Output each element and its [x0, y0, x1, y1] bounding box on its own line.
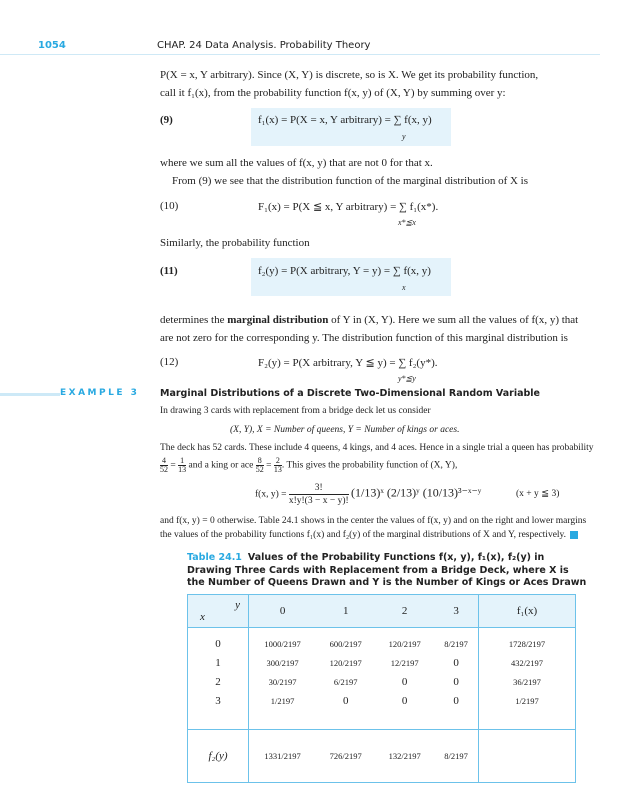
example-close-line-1: and f(x, y) = 0 otherwise. Table 24.1 shows in the center the values of f(x, y) and on the right and lower margins [160, 516, 587, 526]
text: and a king or ace [188, 460, 254, 471]
text: of Y in (X, Y). Here we sum all the values of f(x, y) that [328, 314, 579, 326]
table-cell: 432/2197 [479, 653, 576, 672]
spacer-cell [316, 710, 375, 730]
fraction [274, 457, 282, 474]
denominator: 13 [273, 465, 282, 474]
table-cell: 6/2197 [333, 676, 358, 687]
running-header: CHAP. 24 Data Analysis. Probability Theory [157, 40, 371, 51]
numerator: 1 [180, 456, 185, 465]
table-number: Table 24.1 [187, 552, 242, 563]
numerator: 2 [275, 456, 280, 465]
spacer-cell [188, 710, 249, 730]
denominator: x!y!(3 − x − y)! [288, 496, 349, 506]
y-label: y [235, 599, 240, 611]
equation-9-label: (9) [160, 114, 173, 126]
text-line [160, 311, 600, 329]
paragraph-4 [160, 311, 600, 347]
equation-11-label: (11) [160, 265, 178, 277]
example-definitions: (X, Y), X = Number of queens, Y = Number of kings or aces. [230, 425, 460, 435]
row-label: 0 [188, 628, 249, 654]
formula-powers: (1/13)ˣ (2/13)ʸ (10/13)³⁻ˣ⁻ʸ [351, 485, 482, 500]
text: determines the [160, 314, 228, 326]
table-cell: 726/2197 [316, 730, 375, 783]
example-close-line-2 [160, 530, 578, 540]
formula-condition: (x + y ≦ 3) [516, 489, 560, 499]
numerator: 4 [162, 456, 166, 465]
equation-10: F₁(x) = P(X ≦ x, Y arbitrary) = ∑ f₁(x*). [258, 201, 439, 213]
footer-label: f₂(y) [188, 730, 249, 783]
spacer-cell [375, 710, 434, 730]
table-cell: 1331/2197 [249, 730, 317, 783]
table-cell: 1/2197 [270, 695, 295, 706]
equation-10-subscript: x*≦x [398, 218, 416, 227]
probability-table [187, 594, 576, 783]
end-of-example-icon [570, 531, 578, 539]
denominator: 52 [255, 465, 264, 474]
text: the values of the probability functions f₁(x) and f₂(y) of the marginal distributions of X and Y, respectively. [160, 530, 567, 540]
spacer-cell [479, 710, 576, 730]
table-row [188, 628, 576, 654]
page-number: 1054 [38, 40, 66, 51]
table-cell: 0 [342, 694, 349, 707]
table-cell: 8/2197 [434, 730, 478, 783]
table-row [188, 691, 576, 710]
table-cell [479, 730, 576, 783]
denominator: 52 [160, 465, 168, 474]
table-cell: 1/2197 [479, 691, 576, 710]
equation-12-subscript: y*≦y [398, 374, 416, 383]
table-header-row [188, 595, 576, 628]
term-marginal-distribution: marginal distribution [227, 314, 329, 326]
table-cell: 132/2197 [375, 730, 434, 783]
column-header: 0 [249, 595, 317, 628]
example-label: EXAMPLE 3 [60, 388, 143, 398]
x-label: x [200, 611, 205, 623]
equation-10-label: (10) [160, 200, 179, 212]
table-cell: 12/2197 [390, 657, 419, 668]
table-cell: 0 [453, 694, 459, 707]
table-footer-row [188, 730, 576, 783]
paragraph-1 [160, 66, 600, 102]
column-header: 2 [375, 595, 434, 628]
table-cell: 120/2197 [329, 657, 362, 668]
table-cell: 30/2197 [268, 676, 297, 687]
probability-formula [255, 482, 481, 507]
equation-11-subscript: x [402, 283, 406, 292]
numerator: 3! [289, 482, 349, 495]
equation-9-subscript: y [402, 132, 406, 141]
table-cell: 36/2197 [479, 672, 576, 691]
equation-11: f₂(y) = P(X arbitrary, Y = y) = ∑ f(x, y) [258, 265, 431, 277]
corner-cell [188, 595, 249, 628]
numerator: 8 [257, 456, 262, 465]
table-cell: 0 [401, 675, 408, 688]
text-line: P(X = x, Y arbitrary). Since (X, Y) is discrete, so is X. We get its probability function, [160, 69, 539, 81]
row-label: 1 [188, 653, 249, 672]
column-header: 1 [316, 595, 375, 628]
fraction [178, 457, 186, 474]
table-cell: 1000/2197 [264, 638, 301, 649]
example-intro: In drawing 3 cards with replacement from a bridge deck let us consider [160, 406, 431, 416]
spacer-cell [434, 710, 478, 730]
table-cell: 300/2197 [266, 657, 299, 668]
text: This gives the probability function of (X, Y), [286, 460, 458, 471]
table-cell: 8/2197 [444, 638, 468, 649]
table-row [188, 672, 576, 691]
table-cell: 600/2197 [329, 638, 362, 649]
column-header: f₁(x) [479, 595, 576, 628]
row-label: 3 [188, 691, 249, 710]
table-cell: 0 [453, 675, 459, 688]
example-deck-line-2: $\frac{4}{52}$ = $\frac{1}{13}$ and a king or ace $\frac{8}{52}$ = $\frac{2}{13}$ . This gives the probability function of (X, Y), [160, 456, 458, 474]
example-deck-line-1: The deck has 52 cards. These include 4 queens, 4 kings, and 4 aces. Hence in a single trial a queen has probability [160, 443, 594, 453]
header-rule [0, 54, 600, 55]
spacer-row [188, 710, 576, 730]
formula-lhs: f(x, y) = [255, 489, 287, 500]
table-cell: 120/2197 [388, 638, 421, 649]
equation-9: f₁(x) = P(X = x, Y arbitrary) = ∑ f(x, y) [258, 114, 432, 126]
column-header: 3 [434, 595, 478, 628]
text-line: call it f₁(x), from the probability function f(x, y) of (X, Y) by summing over y: [160, 87, 506, 99]
fraction [256, 457, 264, 474]
table-cell: 1728/2197 [479, 628, 576, 654]
equation-12: F₂(y) = P(X arbitrary, Y ≦ y) = ∑ f₂(y*). [258, 357, 438, 369]
text-line: are not zero for the corresponding y. The distribution function of this marginal distribution is [160, 332, 568, 344]
row-label: 2 [188, 672, 249, 691]
paragraph-2 [160, 154, 600, 190]
text-line: where we sum all the values of f(x, y) that are not 0 for that x. [160, 157, 433, 169]
text-line: From (9) we see that the distribution function of the marginal distribution of X is [172, 175, 529, 187]
paragraph-3: Similarly, the probability function [160, 237, 310, 249]
example-title: Marginal Distributions of a Discrete Two-Dimensional Random Variable [160, 388, 540, 399]
denominator: 13 [178, 465, 187, 474]
fraction [160, 457, 168, 474]
spacer-cell [249, 710, 317, 730]
equation-12-label: (12) [160, 356, 179, 368]
table-row [188, 653, 576, 672]
equation-highlight [251, 258, 451, 296]
table-caption-text: Values of the Probability Functions f(x, y), f₁(x), f₂(y) in Drawing Three Cards with Replacement from a Bridge Deck, where X is the Number of Queens Drawn and Y is the Number of Kings or Aces Drawn [187, 552, 587, 588]
fraction [289, 482, 349, 507]
table-caption [187, 552, 587, 590]
table-cell: 0 [401, 694, 408, 707]
table-cell: 0 [453, 656, 459, 669]
